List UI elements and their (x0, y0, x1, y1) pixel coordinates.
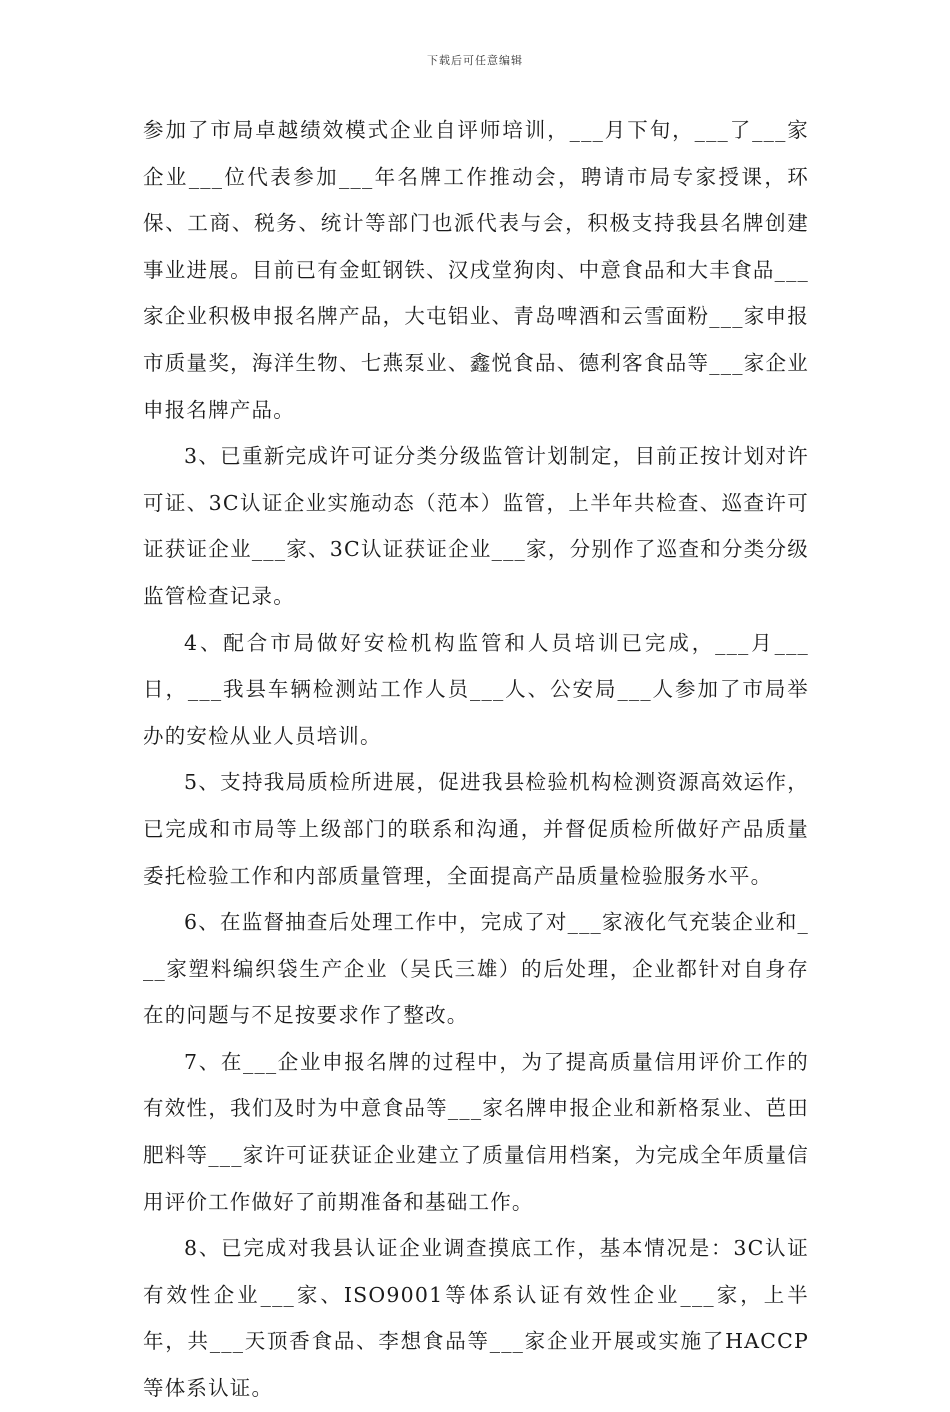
paragraph-item-6: 6、在监督抽查后处理工作中，完成了对___家液化气充装企业和___家塑料编织袋生产企业（吴氏三雄）的后处理，企业都针对自身存在的问题与不足按要求作了整改。 (143, 910, 809, 1028)
paragraph-item-3: 3、已重新完成许可证分类分级监管计划制定，目前正按计划对许可证、3C认证企业实施动态（范本）监管，上半年共检查、巡查许可证获证企业___家、3C认证获证企业___家，分别作了巡查和分类分级监管检查记录。 (143, 444, 809, 608)
paragraph-item-7: 7、在___企业申报名牌的过程中，为了提高质量信用评价工作的有效性，我们及时为中意食品等___家名牌申报企业和新格泵业、芭田肥料等___家许可证获证企业建立了质量信用档案，为完成全年质量信用评价工作做好了前期准备和基础工作。 (143, 1049, 809, 1214)
document-body (143, 107, 809, 1412)
paragraph-item-4: 4、配合市局做好安检机构监管和人员培训已完成，___月___日，___我县车辆检测站工作人员___人、公安局___人参加了市局举办的安检从业人员培训。 (143, 630, 809, 748)
paragraph-item-5: 5、支持我局质检所进展，促进我县检验机构检测资源高效运作，已完成和市局等上级部门的联系和沟通，并督促质检所做好产品质量委托检验工作和内部质量管理，全面提高产品质量检验服务水平。 (143, 770, 809, 888)
page-header: 下载后可任意编辑 (427, 54, 523, 67)
paragraph-continuation: 参加了市局卓越绩效模式企业自评师培训，___月下旬，___了___家企业___位代表参加___年名牌工作推动会，聘请市局专家授课，环保、工商、税务、统计等部门也派代表与会，积极支持我县名牌创建事业进展。目前已有金虹钢铁、汉戌堂狗肉、中意食品和大丰食品___家企业积极申报名牌产品，大屯铝业、青岛啤酒和云雪面粉___家申报市质量奖，海洋生物、七燕泵业、鑫悦食品、德利客食品等___家企业申报名牌产品。 (143, 118, 809, 422)
paragraph-item-8: 8、已完成对我县认证企业调查摸底工作，基本情况是：3C认证有效性企业___家、ISO9001等体系认证有效性企业___家，上半年，共___天顶香食品、李想食品等___家企业开展或实施了HACCP等体系认证。 (143, 1236, 809, 1401)
